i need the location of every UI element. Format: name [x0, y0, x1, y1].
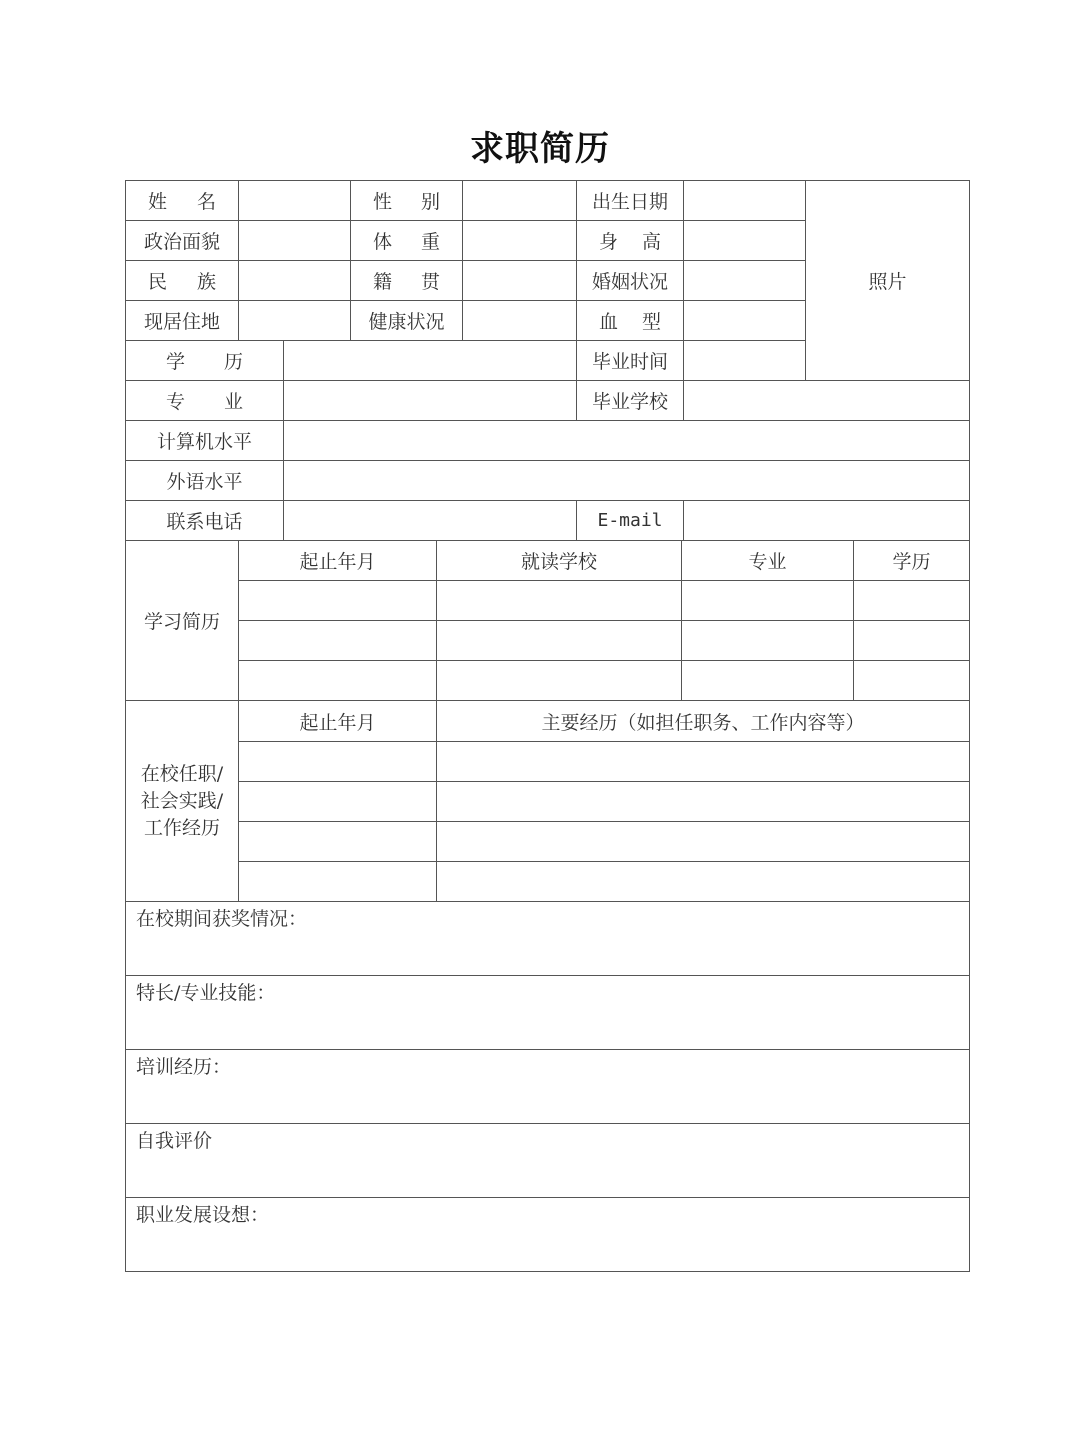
- label-marital: 婚姻状况: [577, 261, 684, 301]
- field-weight[interactable]: [463, 221, 577, 261]
- field-birth[interactable]: [684, 181, 806, 221]
- label-grad-time: 毕业时间: [577, 341, 684, 381]
- field-name[interactable]: [239, 181, 351, 221]
- label-birth: 出生日期: [577, 181, 684, 221]
- study-cell[interactable]: [854, 621, 969, 661]
- label-name: 姓 名: [126, 181, 239, 221]
- label-height: 身 高: [577, 221, 684, 261]
- study-cell[interactable]: [239, 661, 437, 701]
- label-health: 健康状况: [351, 301, 463, 341]
- field-blood-type[interactable]: [684, 301, 806, 341]
- field-phone[interactable]: [284, 501, 577, 541]
- field-grad-time[interactable]: [684, 341, 806, 381]
- work-header-period: 起止年月: [239, 701, 437, 742]
- section-training[interactable]: 培训经历：: [126, 1050, 969, 1124]
- resume-form: [125, 180, 970, 1272]
- work-cell[interactable]: [437, 822, 969, 862]
- field-address[interactable]: [239, 301, 351, 341]
- section-skills[interactable]: 特长/专业技能：: [126, 976, 969, 1050]
- photo-box[interactable]: 照片: [806, 181, 969, 381]
- work-cell[interactable]: [437, 862, 969, 902]
- field-height[interactable]: [684, 221, 806, 261]
- label-phone: 联系电话: [126, 501, 284, 541]
- study-cell[interactable]: [682, 621, 854, 661]
- work-cell[interactable]: [437, 742, 969, 782]
- field-email[interactable]: [684, 501, 969, 541]
- study-header-degree: 学历: [854, 541, 969, 581]
- label-ethnicity: 民 族: [126, 261, 239, 301]
- field-degree[interactable]: [284, 341, 577, 381]
- study-cell[interactable]: [682, 661, 854, 701]
- label-blood-type: 血 型: [577, 301, 684, 341]
- field-native-place[interactable]: [463, 261, 577, 301]
- work-cell[interactable]: [239, 782, 437, 822]
- field-gender[interactable]: [463, 181, 577, 221]
- study-cell[interactable]: [239, 621, 437, 661]
- work-cell[interactable]: [239, 862, 437, 902]
- label-work-history: 在校任职/ 社会实践/ 工作经历: [126, 701, 239, 902]
- label-politics: 政治面貌: [126, 221, 239, 261]
- field-computer[interactable]: [284, 421, 969, 461]
- field-politics[interactable]: [239, 221, 351, 261]
- study-header-major: 专业: [682, 541, 854, 581]
- label-study-history: 学习简历: [126, 541, 239, 701]
- study-cell[interactable]: [682, 581, 854, 621]
- label-email: E-mail: [577, 501, 684, 541]
- field-ethnicity[interactable]: [239, 261, 351, 301]
- study-header-period: 起止年月: [239, 541, 437, 581]
- label-computer: 计算机水平: [126, 421, 284, 461]
- section-self-evaluation[interactable]: 自我评价: [126, 1124, 969, 1198]
- work-cell[interactable]: [239, 822, 437, 862]
- label-gender: 性 别: [351, 181, 463, 221]
- page-title: 求职简历: [470, 129, 610, 169]
- field-grad-school[interactable]: [684, 381, 969, 421]
- label-grad-school: 毕业学校: [577, 381, 684, 421]
- study-cell[interactable]: [854, 661, 969, 701]
- field-marital[interactable]: [684, 261, 806, 301]
- field-health[interactable]: [463, 301, 577, 341]
- field-major[interactable]: [284, 381, 577, 421]
- work-header-experience: 主要经历（如担任职务、工作内容等）: [437, 701, 969, 742]
- section-career-plan[interactable]: 职业发展设想：: [136, 1204, 270, 1226]
- work-cell[interactable]: [239, 742, 437, 782]
- study-cell[interactable]: [437, 621, 682, 661]
- label-native-place: 籍 贯: [351, 261, 463, 301]
- work-cell[interactable]: [437, 782, 969, 822]
- label-language: 外语水平: [126, 461, 284, 501]
- label-address: 现居住地: [126, 301, 239, 341]
- study-cell[interactable]: [437, 661, 682, 701]
- section-awards[interactable]: 在校期间获奖情况：: [126, 902, 969, 976]
- label-major: 专 业: [126, 381, 284, 421]
- study-cell[interactable]: [437, 581, 682, 621]
- study-cell[interactable]: [854, 581, 969, 621]
- field-language[interactable]: [284, 461, 969, 501]
- study-header-school: 就读学校: [437, 541, 682, 581]
- label-weight: 体 重: [351, 221, 463, 261]
- study-cell[interactable]: [239, 581, 437, 621]
- label-degree: 学 历: [126, 341, 284, 381]
